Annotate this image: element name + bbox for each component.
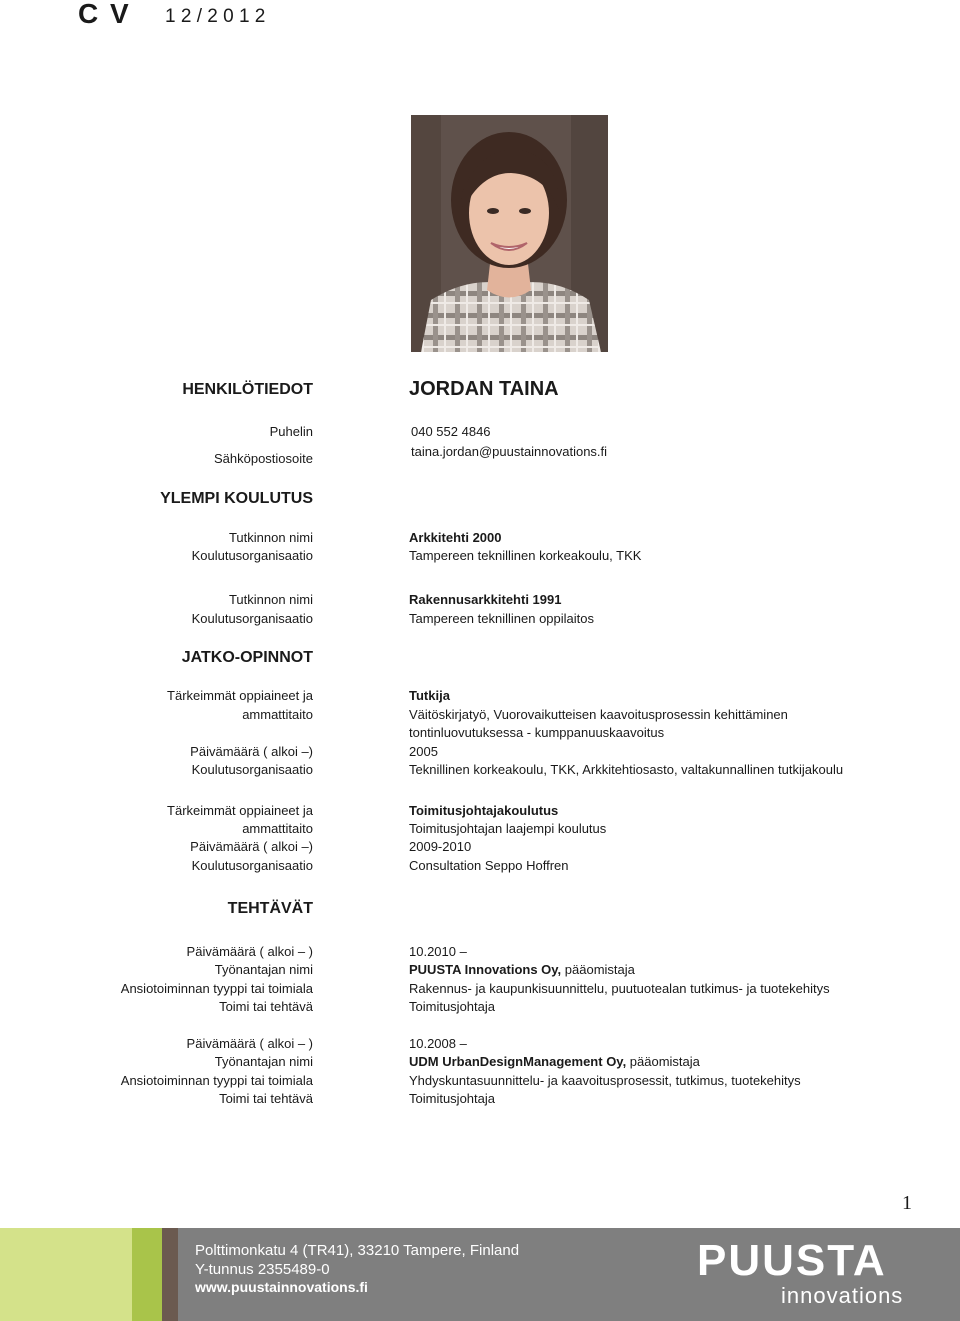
subjects-label: Tärkeimmät oppiaineet ja <box>167 803 313 818</box>
role-label: Toimi tai tehtävä <box>219 1091 313 1106</box>
industry-label: Ansiotoiminnan tyyppi tai toimiala <box>120 981 313 996</box>
org-value: Tampereen teknillinen korkeakoulu, TKK <box>409 548 642 563</box>
date-value: 10.2008 – <box>409 1036 467 1051</box>
org-label: Koulutusorganisaatio <box>191 548 313 563</box>
study-title: Toimitusjohtajakoulutus <box>409 803 559 818</box>
org-value: Tampereen teknillinen oppilaitos <box>409 611 595 626</box>
degree-label: Tutkinnon nimi <box>228 592 313 607</box>
subjects-label: Tärkeimmät oppiaineet ja <box>167 688 313 703</box>
email-value[interactable]: taina.jordan@puustainnovations.fi <box>411 444 608 459</box>
role-value: Toimitusjohtaja <box>409 1091 495 1106</box>
section-further-studies: JATKO-OPINNOT <box>181 649 313 666</box>
date-value: 2009-2010 <box>409 839 472 854</box>
footer-bar <box>0 1228 960 1321</box>
phone-value: 040 552 4846 <box>411 424 491 439</box>
date-value: 2005 <box>409 744 438 759</box>
footer-stripe-lime <box>0 1228 132 1321</box>
study-description: Toimitusjohtajan laajempi koulutus <box>409 821 607 836</box>
footer-website[interactable]: www.puustainnovations.fi <box>195 1279 368 1295</box>
org-label: Koulutusorganisaatio <box>191 762 313 777</box>
study-description-cont: tontinluovutuksessa - kumppanuuskaavoitus <box>409 725 665 740</box>
person-name: JORDAN TAINA <box>409 378 559 400</box>
date-label: Päivämäärä ( alkoi – ) <box>186 944 313 959</box>
role-label: Toimi tai tehtävä <box>219 999 313 1014</box>
subjects-label-cont: ammattitaito <box>242 707 313 722</box>
industry-value: Rakennus- ja kaupunkisuunnittelu, puutuotealan tutkimus- ja tuotekehitys <box>409 981 830 996</box>
logo-main: PUUSTA <box>697 1236 887 1285</box>
date-value: 10.2010 – <box>409 944 467 959</box>
employer-value <box>409 962 635 977</box>
footer-business-id: Y-tunnus 2355489-0 <box>195 1261 330 1278</box>
org-label: Koulutusorganisaatio <box>191 858 313 873</box>
degree-label: Tutkinnon nimi <box>228 530 313 545</box>
date-label: Päivämäärä ( alkoi –) <box>190 839 313 854</box>
cv-title: C V <box>78 0 131 29</box>
section-education: YLEMPI KOULUTUS <box>160 490 313 507</box>
study-title: Tutkija <box>409 688 450 703</box>
phone-label: Puhelin <box>269 424 313 439</box>
employer-name: PUUSTA Innovations Oy, <box>409 962 562 977</box>
portrait-photo <box>411 115 608 352</box>
section-personal: HENKILÖTIEDOT <box>182 381 313 398</box>
footer-stripe-green <box>132 1228 162 1321</box>
org-value: Consultation Seppo Hoffren <box>409 858 569 873</box>
degree-value: Rakennusarkkitehti 1991 <box>409 592 562 607</box>
cv-date: 1 2 / 2 0 1 2 <box>165 6 266 27</box>
employer-value <box>409 1054 700 1069</box>
degree-value: Arkkitehti 2000 <box>409 530 502 545</box>
portrait-illustration <box>411 115 608 352</box>
email-label: Sähköpostiosoite <box>213 451 313 466</box>
study-description: Väitöskirjatyö, Vuorovaikutteisen kaavoitusprosessin kehittäminen <box>409 707 788 722</box>
logo-sub: innovations <box>781 1283 904 1308</box>
employer-name: UDM UrbanDesignManagement Oy, <box>409 1054 627 1069</box>
date-label: Päivämäärä ( alkoi –) <box>190 744 313 759</box>
employer-role: pääomistaja <box>561 962 635 977</box>
industry-label: Ansiotoiminnan tyyppi tai toimiala <box>120 1073 313 1088</box>
org-value: Teknillinen korkeakoulu, TKK, Arkkitehtiosasto, valtakunnallinen tutkijakoulu <box>409 762 844 777</box>
subjects-label-cont: ammattitaito <box>242 821 313 836</box>
footer-address: Polttimonkatu 4 (TR41), 33210 Tampere, Finland <box>195 1242 520 1259</box>
page-number: 1 <box>902 1192 912 1214</box>
employer-label: Työnantajan nimi <box>214 1054 313 1069</box>
footer-stripe-brown <box>162 1228 178 1321</box>
employer-role: pääomistaja <box>626 1054 700 1069</box>
org-label: Koulutusorganisaatio <box>191 611 313 626</box>
employer-label: Työnantajan nimi <box>214 962 313 977</box>
industry-value: Yhdyskuntasuunnittelu- ja kaavoitusprosessit, tutkimus, tuotekehitys <box>409 1073 801 1088</box>
date-label: Päivämäärä ( alkoi – ) <box>186 1036 313 1051</box>
role-value: Toimitusjohtaja <box>409 999 495 1014</box>
section-tasks: TEHTÄVÄT <box>227 900 313 917</box>
